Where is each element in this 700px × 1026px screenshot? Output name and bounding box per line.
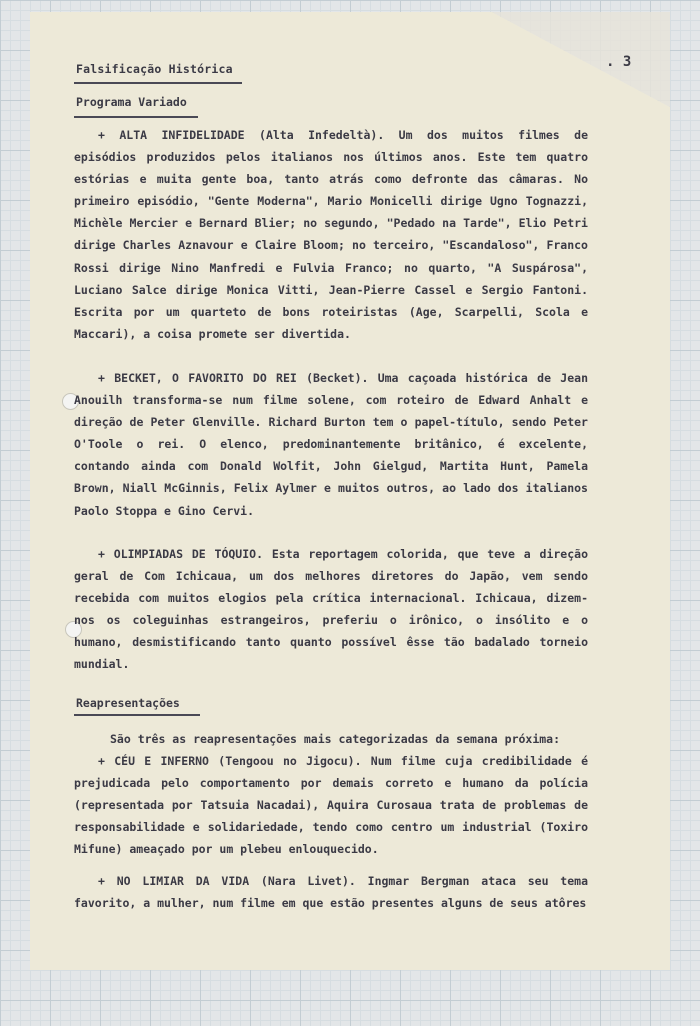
section-underline-reapresentacoes [74, 714, 200, 716]
page-number: . 3 [606, 54, 632, 70]
paragraph-no-limiar-da-vida: + NO LIMIAR DA VIDA (Nara Livet). Ingmar Bergman ataca seu tema favorito, a mulher, num filme em que estão presentes alguns de seus atôres [74, 874, 588, 911]
document-title: Falsificação Histórica [76, 62, 233, 76]
paragraph-ceu-e-inferno: + CÉU E INFERNO (Tengoou no Jigocu). Num filme cuja credibilidade é prejudicada pelo comportamento por demais correto e humano da polícia (representada por Tatsuia Nacadai), Aquira Curosaua trata de problemas de responsabilidade e solidariedade, tendo como centro um industrial (Toxiro Mifune) ameaçado por um plebeu enlouquecido. [74, 754, 588, 857]
section-heading-reapresentacoes: Reapresentações [76, 696, 180, 710]
paragraph-intro: São três as reapresentações mais categorizadas da semana próxima: [110, 732, 561, 746]
title-underline [74, 82, 242, 84]
section-underline-programa [74, 116, 198, 118]
section-heading-programa: Programa Variado [76, 95, 187, 109]
paragraph-becket: + BECKET, O FAVORITO DO REI (Becket). Uma caçoada histórica de Jean Anouilh transforma-se num filme solene, com roteiro de Edward Anhalt e direção de Peter Glenville. Richard Burton tem o papel-título, sendo Peter O'Toole o rei. O elenco, predominantemente britânico, é excelente, contando ainda com Donald Wolfit, John Gielgud, Martita Hunt, Pamela Brown, Niall McGinnis, Felix Aylmer e muitos outros, ao lado dos italianos Paolo Stoppa e Gino Cervi. [74, 371, 588, 518]
paragraph-alta-infidelidade: + ALTA INFIDELIDADE (Alta Infedeltà). Um dos muitos filmes de episódios produzidos pelos italianos nos últimos anos. Este tem quatro estórias e muita gente boa, tanto atrás como defronte das câmaras. No primeiro episódio, "Gente Moderna", Mario Monicelli dirige Ugno Tognazzi, Michèle Mercier e Bernard Blier; no segundo, "Pedado na Tarde", Elio Petri dirige Charles Aznavour e Claire Bloom; no terceiro, "Escandaloso", Franco Rossi dirige Nino Manfredi e Fulvia Franco; no quarto, "A Suspárosa", Luciano Salce dirige Monica Vitti, Jean-Pierre Cassel e Sergio Fantoni. Escrita por um quarteto de bons roteiristas (Age, Scarpelli, Scola e Maccari), a coisa promete ser divertida. [74, 128, 588, 341]
paragraph-olimpiadas: + OLIMPIADAS DE TÓQUIO. Esta reportagem colorida, que teve a direção geral de Com Ichicaua, um dos melhores diretores do Japão, vem sendo recebida com muitos elogios pela crítica internacional. Ichicaua, dizem-nos os coleguinhas estrangeiros, preferiu o irônico, o insólito e o humano, desmistificando tanto quanto possível êsse tão badalado torneio mundial. [74, 547, 588, 672]
